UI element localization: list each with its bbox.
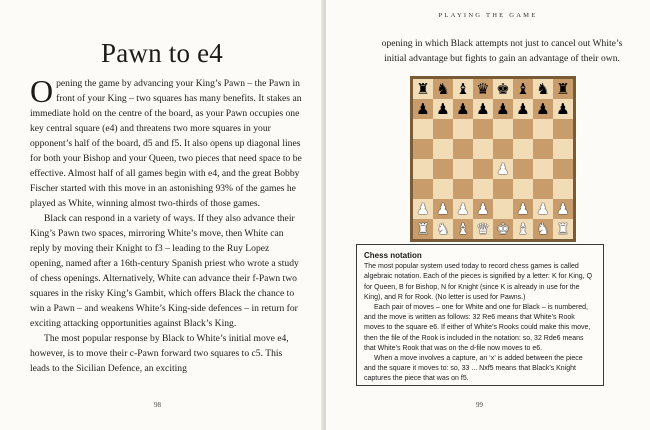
square-d1 <box>473 219 493 239</box>
square-a8 <box>413 79 433 99</box>
black-knight-icon: ♞ <box>436 80 450 98</box>
square-e4 <box>493 159 513 179</box>
square-g3 <box>533 179 553 199</box>
white-queen-icon: ♛ <box>476 220 490 238</box>
white-pawn-icon: ♟ <box>496 160 510 178</box>
square-a6 <box>413 119 433 139</box>
black-king-icon: ♚ <box>496 80 510 98</box>
page-number-left: 98 <box>154 401 161 409</box>
square-c1 <box>453 219 473 239</box>
white-pawn-icon: ♟ <box>436 200 450 218</box>
square-g5 <box>533 139 553 159</box>
chess-notation-box <box>356 244 604 386</box>
notation-paragraph-1: The most popular system used today to record chess games is called algebraic notation. Each of the pieces is signified by a letter: K for King, Q for Queen, B for Bishop, N for Knight (since K is already in use for the King), and R for Rook. (No letter is used for Pawns.) <box>364 263 593 301</box>
square-d2 <box>473 199 493 219</box>
paragraph-1 <box>30 73 302 211</box>
square-d8 <box>473 79 493 99</box>
square-f3 <box>513 179 533 199</box>
paragraph-1-text: pening the game by advancing your King’s Pawn – the Pawn in front of your King – two squares has many benefits. It stakes an immediate hold on the centre of the board, as your Pawn occupies one key central square (e4) and threatens two more squares in your opponent’s half of the board, d5 and f5. It also opens up diagonal lines for both your Bishop and your Queen, two pieces that need space to be effective. Almost half of all games begin with e4, and the great Bobby Fischer started with this move in an astonishing 93% of the games he played as White, winning almost two-thirds of those games. <box>30 78 302 209</box>
square-e3 <box>493 179 513 199</box>
drop-cap: O <box>30 73 54 109</box>
square-c4 <box>453 159 473 179</box>
square-b4 <box>433 159 453 179</box>
square-b3 <box>433 179 453 199</box>
square-f5 <box>513 139 533 159</box>
square-f7 <box>513 99 533 119</box>
continued-text: opening in which Black attempts not just to cancel out White’s initial advantage but fights to gain an advantage of their own. <box>381 38 623 64</box>
square-b7 <box>433 99 453 119</box>
square-h5 <box>553 139 573 159</box>
square-h8 <box>553 79 573 99</box>
square-d6 <box>473 119 493 139</box>
black-pawn-icon: ♟ <box>496 100 510 118</box>
black-pawn-icon: ♟ <box>476 100 490 118</box>
square-e2 <box>493 199 513 219</box>
left-page <box>0 0 324 430</box>
square-a5 <box>413 139 433 159</box>
square-f6 <box>513 119 533 139</box>
white-knight-icon: ♞ <box>436 220 450 238</box>
square-f2 <box>513 199 533 219</box>
square-h7 <box>553 99 573 119</box>
black-queen-icon: ♛ <box>476 80 490 98</box>
paragraph-3: The most popular response by Black to White’s initial move e4, however, is to move their c-Pawn forward two squares to c5. This leads to the Sicilian Defence, an exciting <box>30 333 289 374</box>
square-a3 <box>413 179 433 199</box>
square-d7 <box>473 99 493 119</box>
square-d4 <box>473 159 493 179</box>
square-f4 <box>513 159 533 179</box>
black-knight-icon: ♞ <box>536 80 550 98</box>
square-a7 <box>413 99 433 119</box>
notation-paragraph-2: Each pair of moves – one for White and one for Black – is numbered, and the move is written as follows: 32 Re6 means that White’s Rook moves to the square e6. If either of White’s Rooks could make this move, then the file of the Rook is included in the notation: so, 32 Rde6 means that White’s Rook that was on the d-file now moves to e6. <box>364 304 591 352</box>
black-pawn-icon: ♟ <box>556 100 570 118</box>
square-g8 <box>533 79 553 99</box>
square-h6 <box>553 119 573 139</box>
square-f8 <box>513 79 533 99</box>
square-g7 <box>533 99 553 119</box>
square-g4 <box>533 159 553 179</box>
square-g2 <box>533 199 553 219</box>
black-pawn-icon: ♟ <box>436 100 450 118</box>
white-pawn-icon: ♟ <box>476 200 490 218</box>
square-g1 <box>533 219 553 239</box>
white-rook-icon: ♜ <box>556 220 570 238</box>
running-head: PLAYING THE GAME <box>438 12 538 19</box>
square-b6 <box>433 119 453 139</box>
square-c3 <box>453 179 473 199</box>
white-king-icon: ♚ <box>496 220 510 238</box>
black-pawn-icon: ♟ <box>516 100 530 118</box>
square-e5 <box>493 139 513 159</box>
square-b2 <box>433 199 453 219</box>
white-knight-icon: ♞ <box>536 220 550 238</box>
left-body-text <box>30 73 302 376</box>
square-f1 <box>513 219 533 239</box>
square-c7 <box>453 99 473 119</box>
square-e6 <box>493 119 513 139</box>
square-e7 <box>493 99 513 119</box>
square-a2 <box>413 199 433 219</box>
white-bishop-icon: ♝ <box>456 220 470 238</box>
square-c5 <box>453 139 473 159</box>
square-b5 <box>433 139 453 159</box>
white-rook-icon: ♜ <box>416 220 430 238</box>
square-e8 <box>493 79 513 99</box>
page-number-right: 99 <box>476 401 483 409</box>
paragraph-2: Black can respond in a variety of ways. If they also advance their King’s Pawn two spaces, mirroring White’s move, then White can reply by moving their Knight to f3 – leading to the Ruy Lopez opening, named after a 16th-century Spanish priest who wrote a study of chess openings. Alternatively, White can advance their f-Pawn two squares in the risky King’s Gambit, which offers Black the chance to win a Pawn – and weakens White’s King-side defences – in return for exciting attacking opportunities against Black’s King. <box>30 213 299 329</box>
square-b8 <box>433 79 453 99</box>
white-pawn-icon: ♟ <box>536 200 550 218</box>
white-pawn-icon: ♟ <box>556 200 570 218</box>
right-page <box>326 0 650 430</box>
square-d3 <box>473 179 493 199</box>
square-h1 <box>553 219 573 239</box>
square-h4 <box>553 159 573 179</box>
square-c6 <box>453 119 473 139</box>
white-bishop-icon: ♝ <box>516 220 530 238</box>
square-a4 <box>413 159 433 179</box>
black-bishop-icon: ♝ <box>516 80 530 98</box>
square-h3 <box>553 179 573 199</box>
notation-paragraph-3: When a move involves a capture, an ‘x’ is added between the piece and the square it moves to: so, 33 ... Nxf5 means that Black’s Knight captures the piece that was on f5. <box>364 355 583 383</box>
square-a1 <box>413 219 433 239</box>
white-pawn-icon: ♟ <box>516 200 530 218</box>
square-g6 <box>533 119 553 139</box>
square-d5 <box>473 139 493 159</box>
black-pawn-icon: ♟ <box>536 100 550 118</box>
square-c2 <box>453 199 473 219</box>
square-b1 <box>433 219 453 239</box>
white-pawn-icon: ♟ <box>456 200 470 218</box>
black-pawn-icon: ♟ <box>456 100 470 118</box>
square-h2 <box>553 199 573 219</box>
notation-heading: Chess notation <box>364 251 422 260</box>
black-rook-icon: ♜ <box>416 80 430 98</box>
black-pawn-icon: ♟ <box>416 100 430 118</box>
black-bishop-icon: ♝ <box>456 80 470 98</box>
black-rook-icon: ♜ <box>556 80 570 98</box>
white-pawn-icon: ♟ <box>416 200 430 218</box>
chessboard-diagram <box>410 76 576 242</box>
chapter-title: Pawn to e4 <box>101 38 223 68</box>
square-e1 <box>493 219 513 239</box>
square-c8 <box>453 79 473 99</box>
